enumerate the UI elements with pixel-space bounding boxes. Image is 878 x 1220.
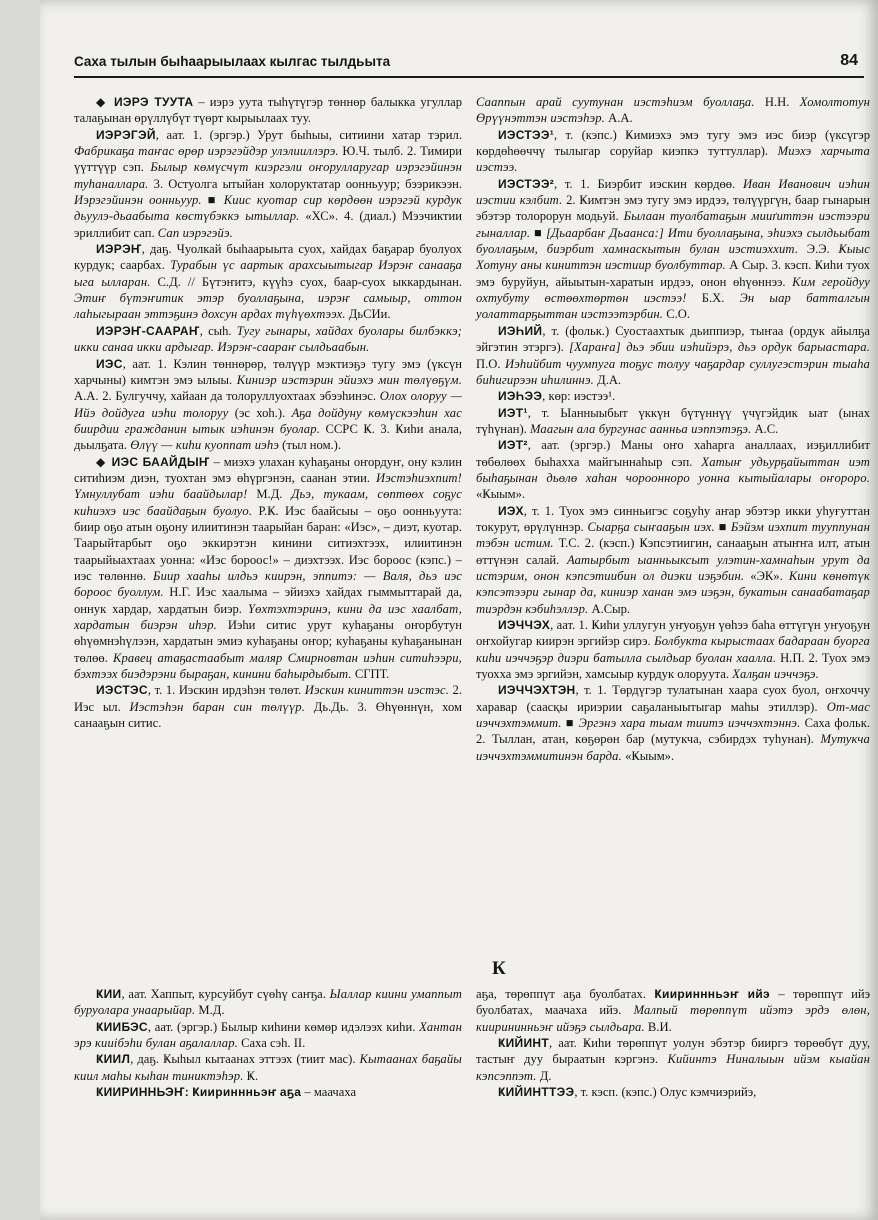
subentry-phrase: Ҝиириннньэҥ ийэ (654, 987, 770, 1001)
headword: ҜИЙИНТ (498, 1036, 549, 1051)
headword: ҜИИБЭС (96, 1019, 148, 1034)
definition-text: , т. Ыанныыбыт үккүн бүтүннүү үчүгэйдик ыат (ынах түһүнан). (476, 405, 870, 436)
example-text: Иэстэһиэхпит! Үмнуллубат иэһи баайдылар! (74, 470, 462, 502)
headword: ИЭЧЧЭХТЭН (498, 683, 576, 698)
example-text: Кытаанах баҕайы киил маһы кыһан тиниктэһэр. (74, 1052, 462, 1083)
definition-text: В.И. (644, 1019, 672, 1034)
definition-text: , аат. Ҝиһи төрөппүт уолун эбэтэр бииргэ төрөөбүт дуу, тастыҥ дуу быраатын кэргэнэ. (476, 1036, 870, 1067)
example-text: Сааппын арай суутунан иэстэһиэм буоллаҕа. (476, 95, 755, 109)
example-text: Былаан туолбатаҕын мииґиттэн иэстээри гыналлар. (476, 209, 870, 240)
definition-text: А.А. (604, 111, 633, 126)
headword: ИЭРЭҤ (96, 242, 142, 257)
dictionary-entry (476, 323, 870, 388)
subentry-phrase: Ҝиириннньэҥ (192, 1085, 277, 1100)
example-text: Малпый төрөппүт ийэтэ эрдэ өлөн, киирининньэҥ ийэҕэ сылдьара. (476, 1003, 870, 1034)
definition-text: «Ҝыым». (476, 487, 526, 502)
definition-text: , т. (фольк.) Суостаахтык дьиппиэр, тыҥаа (ордук айылҕа эйгэтин этэргэ). (476, 323, 870, 355)
example-text: Иэһийбит чуумпуга тоҕус толуу чаҕардар суллугэстэрин тыаһа биһигирээн иһилиннэ. (476, 356, 870, 387)
example-text: От-мас иэччэхтэммит. (476, 699, 870, 731)
headword: ИЭСТЭС (96, 683, 148, 698)
example-text: Иэрэгэйинэн оонньуур. (74, 193, 202, 208)
definition-text: ■ (714, 519, 731, 534)
dictionary-entry (74, 986, 462, 1019)
definition-text: А.С. (751, 421, 779, 436)
dictionary-entry (476, 388, 870, 404)
dictionary-entry (476, 437, 870, 502)
example-text: Аатырбыт ыанньыксыт улэтин-хамнаһын урут да истэрим, онон кэпсэтиибин ол диэки иэҕэбин. (476, 552, 870, 583)
example-text: Ким геройдуу охтубуту өстөөхтөртөн иэстээ! (476, 274, 870, 306)
definition-text: , даҕ. Ҝыһыл кытаанах эттээх (тиит мас). (130, 1052, 360, 1067)
definition-text: , аат. 1. Ҝиһи уллугун уҥуоҕун үөһээ баһа өттүгүн уҥуоҕун оҥхойугар киирэн эргийэр сирэ. (476, 618, 870, 649)
example-text: Киниэр иэстэрин эйиэхэ мин төлүөҕүм. (236, 372, 463, 387)
definition-text: , сыһ. (199, 323, 237, 338)
subentry-phrase: аҕа (279, 1085, 302, 1100)
dictionary-entry (476, 503, 870, 617)
definition-text: , т. кэсп. (кэпс.) Олус кэмчиэрийэ, (574, 1085, 757, 1100)
dictionary-entry (74, 682, 462, 731)
diamond-icon: ◆ (96, 454, 110, 469)
example-text: Биир хааһы илдьэ киирэн, эппитэ: — Валя, дьэ иэс бороос буоллум. (74, 568, 462, 600)
example-text: Кииc куотар сир көрдөөн иэрэгэй курдук дьуулэ-дьаабыта көстүбэккэ ытыллар. (74, 193, 462, 224)
definition-text: С.О. (663, 307, 691, 322)
definition-text: Саха фольк. 2. Тыллан, атан, көҕөрөн бар (мутукча, сэбирдэх туһунан). (476, 716, 871, 747)
dictionary-entry (74, 94, 462, 127)
example-text: [Хараҥа] дьэ эбии иэһийэрэ, дьэ ордук барыастара. (569, 340, 870, 355)
example-text: Үөхтэхтэринэ, кини да иэс хаалбат, хардатын биэрэн иһэр. (74, 601, 462, 632)
dictionary-entry (74, 454, 462, 683)
headword: ИЭСТЭЭ¹ (498, 127, 555, 142)
dictionary-entry (74, 323, 462, 356)
definition-text: ■ (201, 193, 224, 208)
example-text: Кравец атаҕастаабыт маляр Смирновтан иэһин ситиһээри, бэхтээх биэдэрэни быраҕан, кинини баһырдыбыт. (74, 650, 462, 682)
definition-text: – маачаха (301, 1085, 357, 1100)
example-text: Миэхэ харчыта иэстээ. (476, 144, 870, 175)
definition-text: Б.Х. (701, 291, 740, 306)
dictionary-entry (74, 241, 462, 323)
dictionary-entry (74, 127, 462, 241)
dictionary-entry (74, 1084, 462, 1100)
definition-text: ■ (530, 225, 547, 240)
column-right-top (476, 94, 870, 924)
definition-text: «ХС». 4. (диал.) Мээчиктии эриллибит сап. (74, 209, 462, 240)
page-header (74, 50, 864, 78)
example-text: Эргэнэ хара тыам тиитэ иэччэхтэннэ. (578, 716, 801, 731)
dictionary-entry (476, 127, 870, 176)
example-text: Былыр көмүсчүт киэргэли оҥорулларугар иэрэгэйинэн туһаналлара. (74, 160, 463, 191)
example-text: Хантан эрэ кииібэһи булан аҕалаллар. (74, 1019, 462, 1051)
definition-text: аҕа, төрөппүт аҕа буолбатах. (476, 987, 655, 1001)
example-text: Маагын ала бургунас аанньа иэппэтэҕэ. (529, 421, 752, 436)
definition-text: П.О. (476, 356, 505, 371)
headword: ИЭРЭҤ-СААРАҤ (96, 323, 200, 338)
definition-text: «Ҝыым». (621, 748, 675, 763)
dictionary-page (40, 0, 878, 1220)
definition-text: Ю.Ч. тылб. 2. Тимири үүттүүр сэп. (74, 144, 462, 175)
example-text: Халҕан иэччэҕэ. (732, 667, 819, 682)
running-title: Саха тылын быһаарыылаах кылгас тылдьыта (74, 54, 391, 69)
definition-text: 2. Ҝимтэн эмэ тугу эмэ ирдээ, төлүүргүн, баар гынарын эбэтэр толорорун модьуй. (476, 193, 870, 224)
headword: ИЭҺИЙ (498, 323, 543, 338)
column-right-bottom (476, 986, 870, 1120)
definition-text: , аат. 1. Кэлин төннөрөр, төлүүр мэктиэҕэ тугу эмэ (үксүн харчыны) кимтэн эмэ ылыы. (74, 356, 462, 387)
column-left-bottom (74, 986, 462, 1120)
definition-text: – иэрэ уута тыһүтүгэр төннөр балыкка угуллар талаҕынан өрүллүбүт түөрт кырыылаах туу. (74, 95, 463, 126)
dictionary-entry (74, 1051, 462, 1084)
example-text: Иэскин киниттэн иэстэс. (304, 683, 449, 698)
headword: ҜИЙИНТТЭЭ (498, 1085, 575, 1100)
definition-text: Саха сэһ. II. (237, 1036, 306, 1051)
definition-text: Иэһи ситис урут куһаҕаны оҥорбутун өһүөмнэһүлээн, хардатын эмиэ куһаҕаны оҥор; куһаҕаны куһаҕанынан төлөө. (74, 618, 462, 665)
definition-text: , т. 1. Төрдүгэр тулатынан хаара суох буол, оҥхоччу харавар (саасқы ириэрии саҕаланыытыгар маһы этиллэр). (476, 683, 870, 714)
diamond-icon: ◆ (96, 95, 112, 109)
definition-text: – миэхэ улахан куһаҕаны оҥордуҥ, ону кэлин ситиһиэм диэн, туохтан эмэ өһүргэнэн, саанан этии. (74, 454, 462, 485)
section-letter: К (492, 958, 506, 979)
definition-text: 2. Иэс ыл. (74, 683, 462, 714)
example-text: [Дьаарбаҥ Дьаанса:] Ити буоллаҕына, эһиэхэ сылдьыбат буоллаҕым, биэрбит хамнаскытын булан иэстиэххит. (476, 225, 871, 257)
headword: ИЭХ (498, 503, 524, 518)
example-text: Ҝыыс Хотуну аны киниттэн иэстиир буолбуттар. (476, 242, 870, 273)
example-text: Өлүү — киһи куоппат иэһэ (130, 438, 280, 453)
definition-text: ■ (561, 716, 579, 731)
definition-text: , аат. Хаппыт, курсуйбут сүөһү саҥҕа. (121, 987, 330, 1001)
definition-text: А Сыр. 3. кэсп. Ҝиһи туох эмэ буруйун, айыытын-харатын ирдээ, онон өһүөннээ. (476, 258, 870, 289)
headword: ИЭС (96, 356, 123, 371)
example-text: Иэстэһэн баран син төлүүр. (129, 699, 306, 714)
definition-text: С.Д. // Бүтэҥитэ, күүһэ суох, баар-суох ыккардынан. (150, 274, 462, 289)
example-text: Турабын үс аартык арахсыытыгар Иэрэҥ санааҕа ыга ылларан. (74, 258, 462, 289)
definition-text: М.Д. (195, 1003, 225, 1018)
example-text: Фабрикаҕа таҥас өрөр иэрэгэйдэр улэлииллэрэ. (74, 144, 339, 159)
dictionary-entry (476, 617, 870, 682)
dictionary-entry (476, 176, 870, 323)
definition-text: , т. 1. Туох эмэ синньигэс соҕуһу аҥар эбэтэр икки уһуғуттан токурут, өрүлүннэр. (476, 503, 870, 534)
dictionary-entry (74, 356, 462, 454)
definition-text: Н.Н. (754, 95, 800, 109)
headword: ҜИИЛ (96, 1052, 131, 1067)
example-text: Тугу гынары, хайдах буолары билбэккэ; икки санаа икки ардыгар. Иэрэҥ-саараҥ сылдьаабын. (74, 323, 462, 355)
dictionary-entry (476, 682, 870, 764)
dictionary-entry (476, 405, 870, 438)
headword: ИЭС БААЙДЫҤ (111, 454, 210, 469)
definition-text: М.Д. (247, 487, 292, 502)
headword: ИЭСТЭЭ² (498, 176, 555, 191)
definition-text: Т.С. 2. (кэсп.) Ҝэпсэтиигин, санааҕын атыҥҥа илт, атын өттүнэн салай. (476, 536, 870, 567)
definition-text: , т. 1. Иэскин ирдэһэн төлөт. (147, 683, 305, 698)
definition-text: А.А. 2. Булгуччу, хайаан да толоруллуохтаах эбээһинэс. (74, 389, 380, 404)
definition-text: Д.А. (593, 372, 622, 387)
example-text: Кийинтэ Ниналыын ийэм кыайан кэпсэппэт. (476, 1052, 870, 1083)
definition-text: , т. (кэпс.) Ҝимиэхэ эмэ тугу эмэ иэс биэр (үксүгэр көрдөһөөччү тылыгар соруйар киэпкэ туттуллар). (476, 127, 870, 159)
example-text: Иван Иванович иэһин иэстии кэлбит. (476, 176, 871, 208)
dictionary-entry (476, 986, 870, 1035)
definition-text: 3. Остуолга ытыйан холоруктатар оонньуур; бээрикээн. (148, 176, 462, 191)
definition-text: , көр: иэстээ¹. (542, 389, 616, 404)
dictionary-entry (476, 1084, 870, 1100)
definition-text: Р.Ҝ. Иэс баайсыы – оҕо оонньуута: биир оҕо атын оҕону илиитинэн таарыйан баран: «Иэс», – диэт, куотар. Таарыйтарбыт оҕо эккирэтэн кинини ситиэхтээх, илиитинэн таарыйыахтаах уонна: «Иэс бороос!» – диэхтээх. Иэс бороос (кэпс.) – иэс төлөннө. (74, 503, 462, 583)
column-left-top (74, 94, 462, 874)
headword: ИЭҺЭЭ (498, 389, 543, 404)
headword: ИЭЧЧЭХ (498, 618, 551, 632)
headword: ҜИИРИННЬЭҤ: (96, 1085, 190, 1100)
example-text: Аҕа дойдуну көмүскээһин хас биирдии гражданин ытык иэһинэн буолар. (74, 405, 462, 436)
dictionary-entry (74, 1019, 462, 1052)
definition-text: , аат. 1. (эргэр.) Урут быһыы, ситиини хатар тэрил. (155, 127, 462, 142)
definition-text: ССРС Ҝ. 3. Ҝиһи анала, дьылҕата. (74, 421, 462, 453)
definition-text: Ҝ. (243, 1068, 259, 1083)
definition-text: , т. 1. Биэрбит иэскин көрдөө. (554, 176, 743, 191)
definition-text: (эс хоһ.). (228, 405, 292, 420)
example-text: Болбукта кырыстаах бадараан буорга киһи иэччэҕэр диэри батылла сылдьар буолан хаалла. (476, 634, 870, 665)
example-text: Дьэ, тукаам, сөптөөх соҕус киһиэхэ иэс баайдаҕын буолуо. (74, 487, 463, 518)
example-text: Ыаллар киини умаппыт буруолара унаарыйар. (74, 987, 462, 1018)
headword: ИЭТ¹ (498, 405, 528, 420)
definition-text: «ЭК». (744, 568, 789, 583)
definition-text: , аат. (эргэр.) Былыр киһини көмөр идэлээх киһи. (147, 1019, 420, 1034)
example-text: Олох олоруу — Ийэ дойдуга иэһи толоруу (74, 389, 462, 420)
example-text: Хатыҥ удьурҕайыттан иэт быһаҕынан дьөлө хаһан чороонноро уонна кытыйалары оҥороро. (476, 454, 870, 485)
headword: ИЭРЭ ТУУТА (113, 95, 194, 109)
example-text: Хомолтотун Өрүүнэттэн иэстэһэр. (476, 95, 870, 126)
definition-text: Н.П. 2. Туох эмэ туохха эмэ эргийэн, хамсыыр курдук олоруута. (476, 650, 870, 682)
example-text: Этиҥ бүтэҥитик этэр буоллаҕына, иэрэҥ самыыр, оттон лаһыгыраан эттэҕинэ дохсун ардах түһүөхтээх. (74, 291, 462, 322)
definition-text: А.Сыр. (588, 601, 631, 616)
definition-text: Э.Э. (798, 242, 839, 257)
example-text: Бэйэм иэхпит тууппунан тэбэн истим. (476, 519, 871, 551)
example-text: Кини көнөтүк кэпсэтээри гынар да, киниэр ханан эмэ иэҕэн, букатын санаабатаҕар тиэрдэн кэбиһэллэр. (476, 568, 870, 616)
definition-text: , аат. (эргэр.) Маны оҥо хаһарга аналлаах, иэҕиллибит төбөлөөх быһахха майгыннаһыр сэп. (476, 438, 870, 469)
example-text: Мутукча иэччэхтэммитинэн барда. (476, 732, 870, 763)
example-text: Сап иэрэгэйэ. (157, 225, 233, 240)
dictionary-entry (476, 94, 870, 127)
example-text: Сыарҕа сыҥааҕын иэх. (587, 519, 715, 534)
headword: ИЭРЭГЭЙ (96, 127, 156, 142)
definition-text: , даҕ. Чуолкай быһаарыыта суох, хайдах баҕарар буолуох курдук; саарбах. (74, 242, 462, 273)
headword: ҜИИ (96, 987, 122, 1001)
definition-text: Н.Г. Иэс хаалыма – эйиэхэ хайдах гыммыттарай да, оннук хардар, хардатын биэр. (74, 585, 462, 616)
headword: ИЭТ² (498, 438, 528, 453)
definition-text: Дь.Дь. 3. Өһүөннүн, хом санааҕын ситис. (74, 699, 462, 731)
example-text: Эн ыар батталгын уолаттарҕыттан иэстээтэрбин. (476, 291, 870, 322)
dictionary-entry (476, 1035, 870, 1084)
definition-text: – төрөппүт ийэ буолбатах, маачаха ийэ. (476, 987, 870, 1018)
definition-text: Д. (536, 1068, 552, 1083)
page-number: 84 (840, 52, 858, 69)
definition-text: ДьСИи. (345, 307, 391, 322)
definition-text: СГПТ. (351, 667, 390, 682)
definition-text: (тыл ном.). (279, 438, 342, 453)
